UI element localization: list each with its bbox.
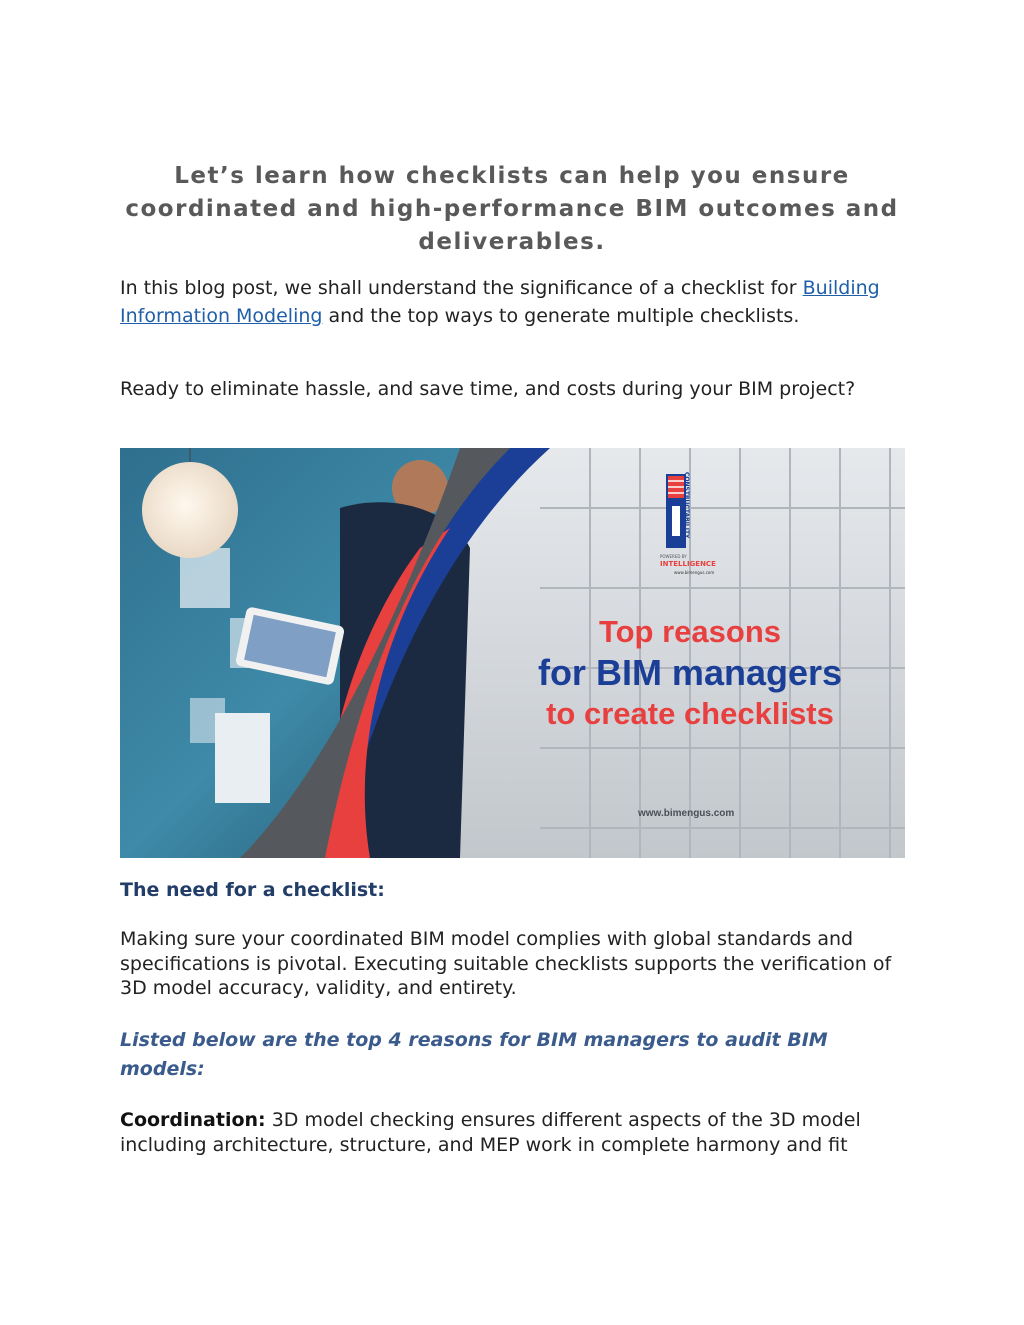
constructability-logo: CONSTRUCTABILITY POWERED BY INTELLIGENCE www.bimengus.com [660, 472, 716, 575]
coordination-text: 3D model checking ensures different aspects of the 3D model including architecture, structure, and MEP work in complete harmony and fit [120, 1109, 861, 1156]
intro-text: In this blog post, we shall understand the significance of a checklist for [120, 277, 803, 299]
page-headline: Let’s learn how checklists can help you ensure coordinated and high-performance BIM outcomes and deliverables. [125, 163, 899, 255]
coordination-label: Coordination: [120, 1109, 266, 1131]
banner-image [120, 448, 905, 858]
intro-paragraph [120, 274, 910, 330]
need-paragraph: Making sure your coordinated BIM model complies with global standards and specifications is pivotal. Executing suitable checklists supports the verification of 3D model accuracy, validity, and entirety. [120, 928, 892, 999]
banner-title-line3: to create checklists [546, 696, 834, 731]
reasons-heading: Listed below are the top 4 reasons for BIM managers to audit BIM models: [120, 1029, 828, 1080]
bim-link[interactable]: Building Information Modeling [120, 277, 880, 327]
intro-text-end: and the top ways to generate multiple checklists. [322, 305, 800, 327]
banner-title-line1: Top reasons [598, 614, 782, 649]
question-paragraph: Ready to eliminate hassle, and save time, and costs during your BIM project? [120, 378, 856, 400]
coordination-paragraph [120, 1108, 910, 1157]
banner-website: www.bimengus.com [638, 808, 735, 819]
banner-title-line2: for BIM managers [537, 652, 843, 693]
banner-title [490, 612, 890, 734]
section-heading: The need for a checklist: [120, 879, 385, 901]
